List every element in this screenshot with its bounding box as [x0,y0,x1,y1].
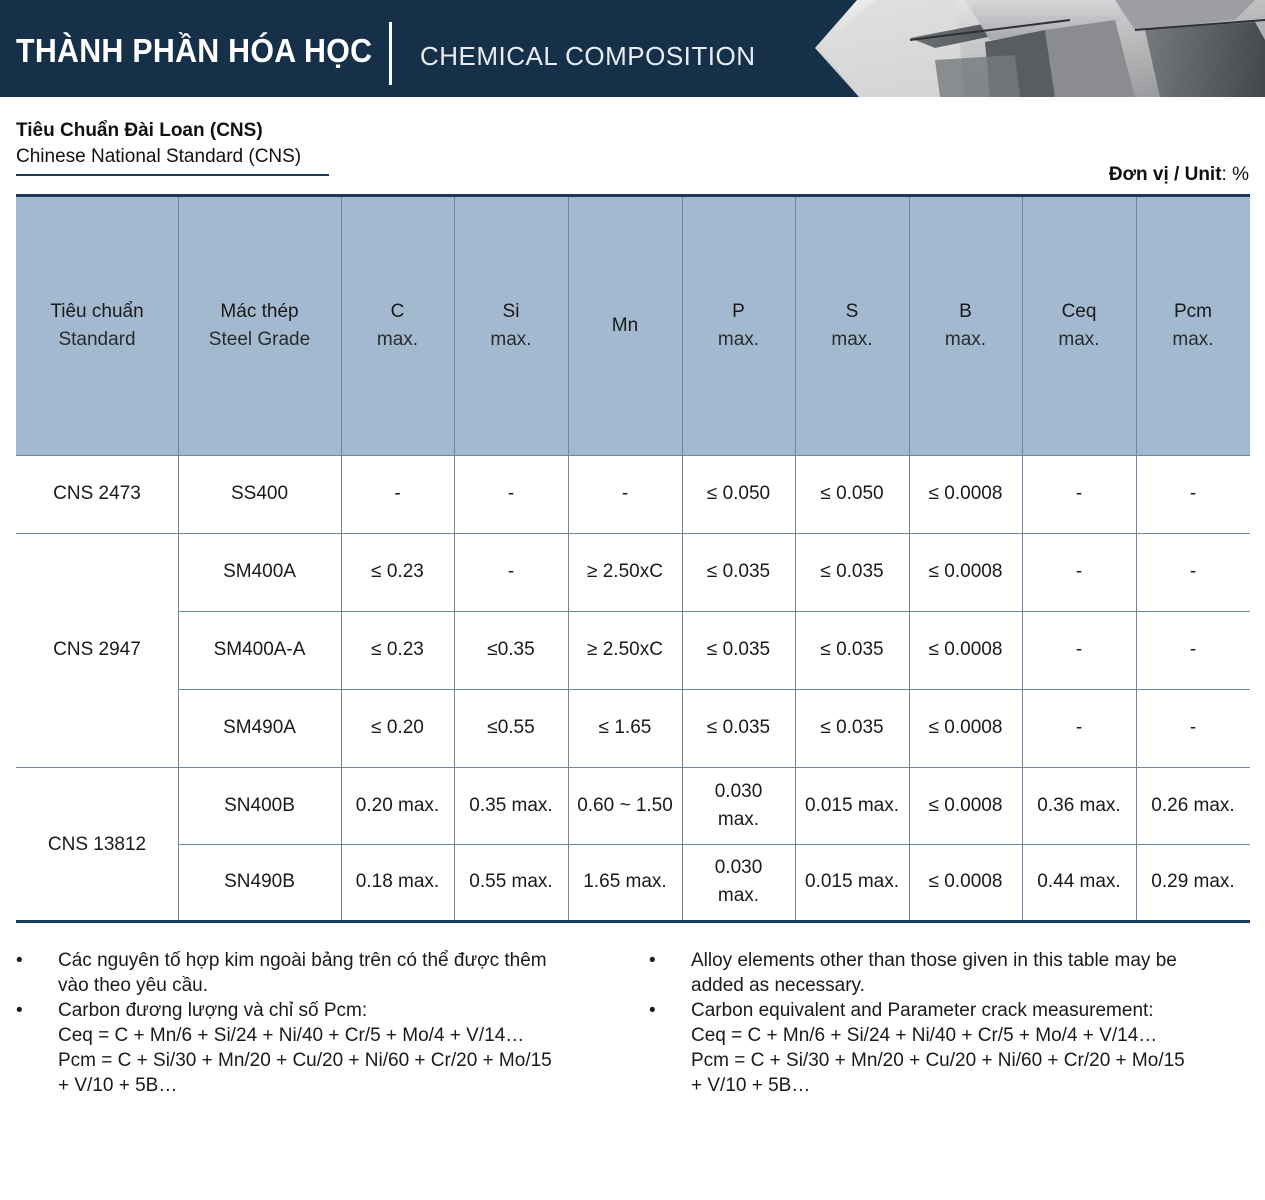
note-line: Alloy elements other than those given in this table may be [691,950,1177,971]
column-divider [682,197,683,920]
table-cell: 0.015 max. [805,871,899,892]
table-cell-p [682,844,795,920]
unit-label-text: Đơn vị / Unit [1108,164,1222,185]
table-cell: 0.26 max. [1151,794,1235,816]
header-mn [568,197,682,455]
note-item [16,998,606,1098]
table-cell: ≤ 0.0008 [928,871,1003,892]
header-s [795,197,909,455]
p-value: 0.030 [714,780,763,802]
row-divider [16,455,1250,456]
header-banner [0,0,1265,97]
grade-cell: SM400A-A [213,639,306,660]
table-cell: - [507,483,515,504]
header-line2: max. [376,329,419,350]
table-cell: ≤ 0.23 [371,561,424,582]
grade-cell: SS400 [230,483,289,504]
p-suffix: max. [717,808,760,830]
table-cell: - [1075,639,1083,660]
header-line2: max. [490,329,532,350]
row-divider [16,533,1250,534]
note-item [16,948,606,998]
header-line1: S [845,301,859,322]
note-line: + V/10 + 5B… [691,1075,811,1096]
row-divider [178,689,1250,690]
table-cell: ≤ 0.23 [371,639,424,660]
standard-cell: CNS 13812 [47,833,147,855]
header-line1: C [390,301,405,322]
header-pcm [1136,197,1250,455]
grade-cell: SM400A [223,561,296,582]
table-cell: - [621,483,629,504]
header-line1: Pcm [1174,301,1212,322]
table-cell: - [1189,561,1197,582]
bullet-icon: • [16,950,23,971]
grade-cell: SN490B [224,871,295,892]
table-cell: ≤ 0.050 [820,483,884,504]
table-cell: ≥ 2.50xC [587,639,663,660]
header-line1: Mác thép [220,301,299,322]
header-p [682,197,795,455]
note-line: added as necessary. [691,975,865,996]
column-divider [568,197,569,920]
page-title-english: CHEMICAL COMPOSITION [420,41,756,71]
table-cell: ≤ 0.035 [820,717,884,738]
note-line: Ceq = C + Mn/6 + Si/24 + Ni/40 + Cr/5 + Mo/4 + V/14… [58,1025,525,1046]
table-cell: 0.35 max. [469,794,553,816]
column-divider [1136,197,1137,920]
header-line1: Tiêu chuẩn [50,301,144,322]
table-cell: 0.60 ~ 1.50 [577,794,673,816]
table-cell: 0.29 max. [1151,871,1235,892]
header-line2: max. [831,329,873,350]
column-divider [1022,197,1023,920]
header-ceq [1022,197,1136,455]
table-cell: - [1075,717,1083,738]
row-divider [178,611,1250,612]
standard-title-vietnamese: Tiêu Chuẩn Đài Loan (CNS) [16,120,263,141]
header-line1: Mn [611,315,639,336]
column-divider [909,197,910,920]
p-suffix: max. [717,885,760,906]
note-item [649,948,1239,998]
header-line1: Si [502,301,520,322]
title-underline [16,174,329,176]
table-cell: 0.20 max. [355,794,440,816]
header-steel-grade [178,197,341,455]
unit-label [1109,164,1249,186]
table-cell: - [507,561,515,582]
standard-title-english: Chinese National Standard (CNS) [16,146,302,167]
note-line: Carbon đương lượng và chỉ số Pcm: [58,1000,368,1021]
bullet-icon: • [649,1000,656,1021]
grade-cell: SM490A [223,717,296,738]
header-b [909,197,1022,455]
table-cell: - [1189,639,1197,660]
table-cell: 0.44 max. [1037,871,1121,892]
table-cell: ≤ 0.0008 [928,794,1003,816]
note-line: Ceq = C + Mn/6 + Si/24 + Ni/40 + Cr/5 + Mo/4 + V/14… [691,1025,1158,1046]
table-cell: ≤ 0.035 [706,717,771,738]
row-divider [178,844,1250,845]
table-cell: ≤ 0.0008 [928,639,1003,660]
table-cell: ≤ 0.035 [706,561,771,582]
notes-english [649,948,1239,1098]
table-cell: ≤ 0.0008 [928,561,1003,582]
table-cell: ≤ 1.65 [598,717,652,738]
table-cell: 0.36 max. [1037,794,1121,816]
note-line: + V/10 + 5B… [58,1075,178,1096]
table-cell: ≤ 0.050 [706,483,771,504]
header-si [454,197,568,455]
column-divider [341,197,342,920]
notes-vietnamese [16,948,606,1098]
header-line1: P [732,301,745,322]
table-cell: 1.65 max. [583,871,667,892]
note-item [649,998,1239,1098]
header-line2: max. [717,329,760,350]
bullet-icon: • [649,950,656,971]
unit-value: : % [1221,164,1249,185]
note-line: vào theo yêu cầu. [58,975,208,996]
note-line: Pcm = C + Si/30 + Mn/20 + Cu/20 + Ni/60 + Cr/20 + Mo/15 [691,1050,1185,1071]
note-line: Pcm = C + Si/30 + Mn/20 + Cu/20 + Ni/60 + Cr/20 + Mo/15 [58,1050,552,1071]
header-line2: max. [1058,329,1100,350]
table-bottom-rule [16,920,1250,923]
header-c [341,197,454,455]
table-cell: ≥ 2.50xC [587,561,663,582]
grade-cell: SN400B [224,794,295,816]
table-cell: ≤ 0.20 [371,717,424,738]
table-cell-p [682,767,795,844]
table-cell: - [1189,483,1197,504]
header-line1: B [959,301,972,322]
column-divider [795,197,796,920]
column-divider [178,197,179,920]
table-cell: 0.18 max. [355,871,440,892]
title-divider [389,22,392,85]
p-value: 0.030 [714,857,763,878]
note-line: Carbon equivalent and Parameter crack measurement: [691,1000,1154,1021]
header-line2: max. [1172,329,1214,350]
header-line2: Standard [58,329,136,350]
table-cell: ≤ 0.0008 [928,717,1003,738]
table-cell: 0.015 max. [805,794,899,816]
page-title-vietnamese: THÀNH PHẦN HÓA HỌC [16,32,373,69]
standard-cell: CNS 2473 [53,483,141,504]
table-cell: ≤0.35 [487,639,535,660]
header-line2: max. [944,329,987,350]
header-line2: Steel Grade [208,329,311,350]
standard-cell: CNS 2947 [53,639,141,660]
table-cell: - [1189,717,1197,738]
table-cell: ≤0.55 [487,717,535,738]
table-cell: ≤ 0.0008 [928,483,1003,504]
header-line1: Ceq [1061,301,1097,322]
table-cell: - [1075,483,1083,504]
column-divider [454,197,455,920]
table-cell: ≤ 0.035 [820,561,884,582]
table-cell: - [1075,561,1083,582]
bullet-icon: • [16,1000,23,1021]
note-line: Các nguyên tố hợp kim ngoài bảng trên có thể được thêm [58,950,547,971]
header-standard [16,197,178,455]
steel-beams-photo [815,0,1265,97]
table-cell: - [394,483,401,504]
table-cell: ≤ 0.035 [706,639,771,660]
table-cell: 0.55 max. [469,871,553,892]
table-cell: ≤ 0.035 [820,639,884,660]
row-divider [16,767,1250,768]
